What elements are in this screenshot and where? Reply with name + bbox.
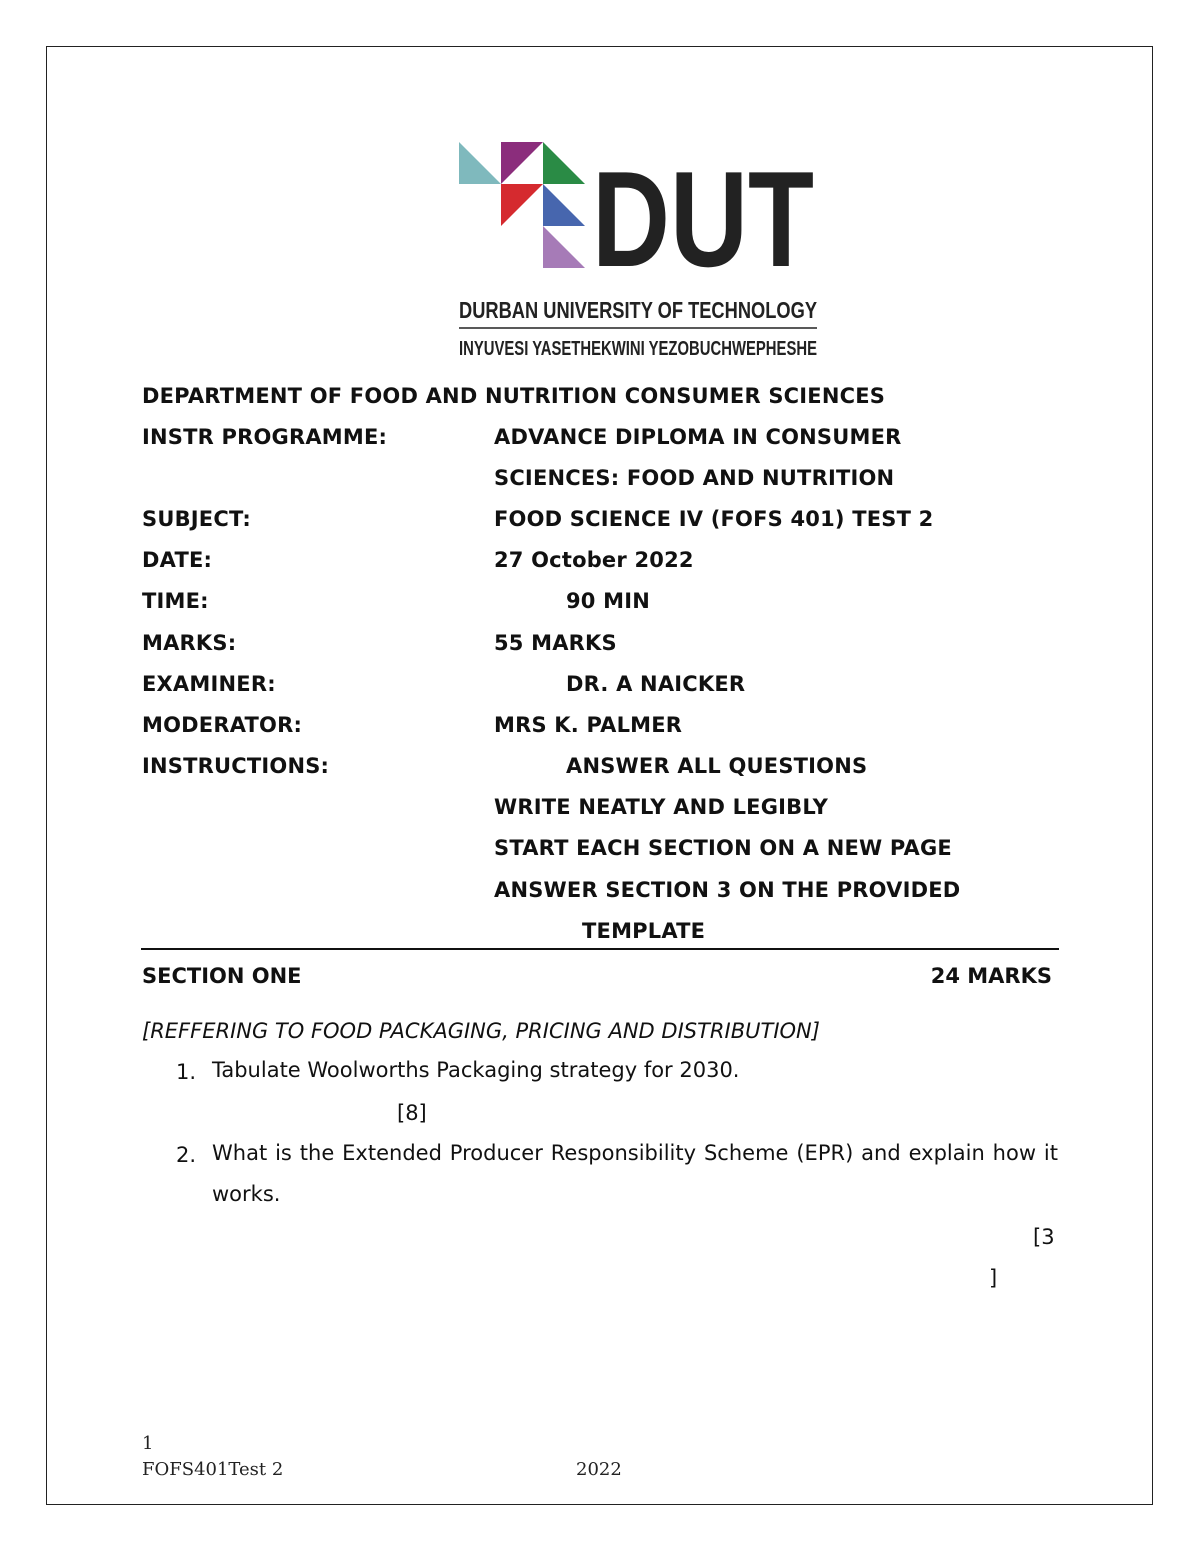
date-value: 27 October 2022 [494,548,694,572]
question-mark: [8] [397,1101,427,1125]
logo-wordmark: DUT [592,143,814,295]
question-text: Tabulate Woolworths Packaging strategy for 2030. [212,1058,740,1082]
section-divider [141,948,1059,950]
instruction-item: WRITE NEATLY AND LEGIBLY [494,795,829,819]
logo-triangle-purple [501,142,543,184]
department-heading: DEPARTMENT OF FOOD AND NUTRITION CONSUMER SCIENCES [142,384,886,408]
logo-triangle-teal [459,142,501,184]
examiner-value: DR. A NAICKER [566,672,746,696]
instruction-item: ANSWER SECTION 3 ON THE PROVIDED [494,878,961,902]
subject-label: SUBJECT: [142,507,251,531]
instructions-label: INSTRUCTIONS: [142,754,330,778]
dut-logo-graphic [457,140,819,362]
section-title: SECTION ONE [142,964,302,988]
footer-year: 2022 [576,1459,622,1480]
question-mark-open: [3 [1033,1225,1055,1249]
date-label: DATE: [142,548,213,572]
logo-triangle-lilac [543,226,585,268]
instruction-item: START EACH SECTION ON A NEW PAGE [494,836,952,860]
section-intro: [REFFERING TO FOOD PACKAGING, PRICING AND DISTRIBUTION] [142,1019,820,1043]
programme-value-line2: SCIENCES: FOOD AND NUTRITION [494,466,895,490]
question-number: 2. [176,1143,197,1167]
section-marks: 24 MARKS [930,964,1052,988]
programme-value-line1: ADVANCE DIPLOMA IN CONSUMER [494,425,902,449]
marks-label: MARKS: [142,631,237,655]
footer-doc-code: FOFS401Test 2 [142,1459,284,1480]
page-number: 1 [142,1433,154,1454]
logo-name-en: DURBAN UNIVERSITY OF TECHNOLOGY [459,297,817,323]
logo-triangle-blue [543,184,585,226]
time-label: TIME: [142,589,209,613]
question-mark-close: ] [989,1266,998,1290]
subject-value: FOOD SCIENCE IV (FOFS 401) TEST 2 [494,507,934,531]
programme-label: INSTR PROGRAMME: [142,425,388,449]
logo-triangle-green [543,142,585,184]
logo-triangle-red [501,184,543,226]
logo-name-zu: INYUVESI YASETHEKWINI YEZOBUCHWEPHESHE [459,338,817,360]
instruction-item: TEMPLATE [582,919,706,943]
question-text: What is the Extended Producer Responsibility Scheme (EPR) and explain how it works. [212,1141,1058,1206]
moderator-label: MODERATOR: [142,713,303,737]
moderator-value: MRS K. PALMER [494,713,683,737]
question-number: 1. [176,1060,197,1084]
time-value: 90 MIN [566,589,651,613]
marks-value: 55 MARKS [494,631,617,655]
dut-logo [457,140,819,362]
examiner-label: EXAMINER: [142,672,276,696]
instruction-item: ANSWER ALL QUESTIONS [566,754,868,778]
